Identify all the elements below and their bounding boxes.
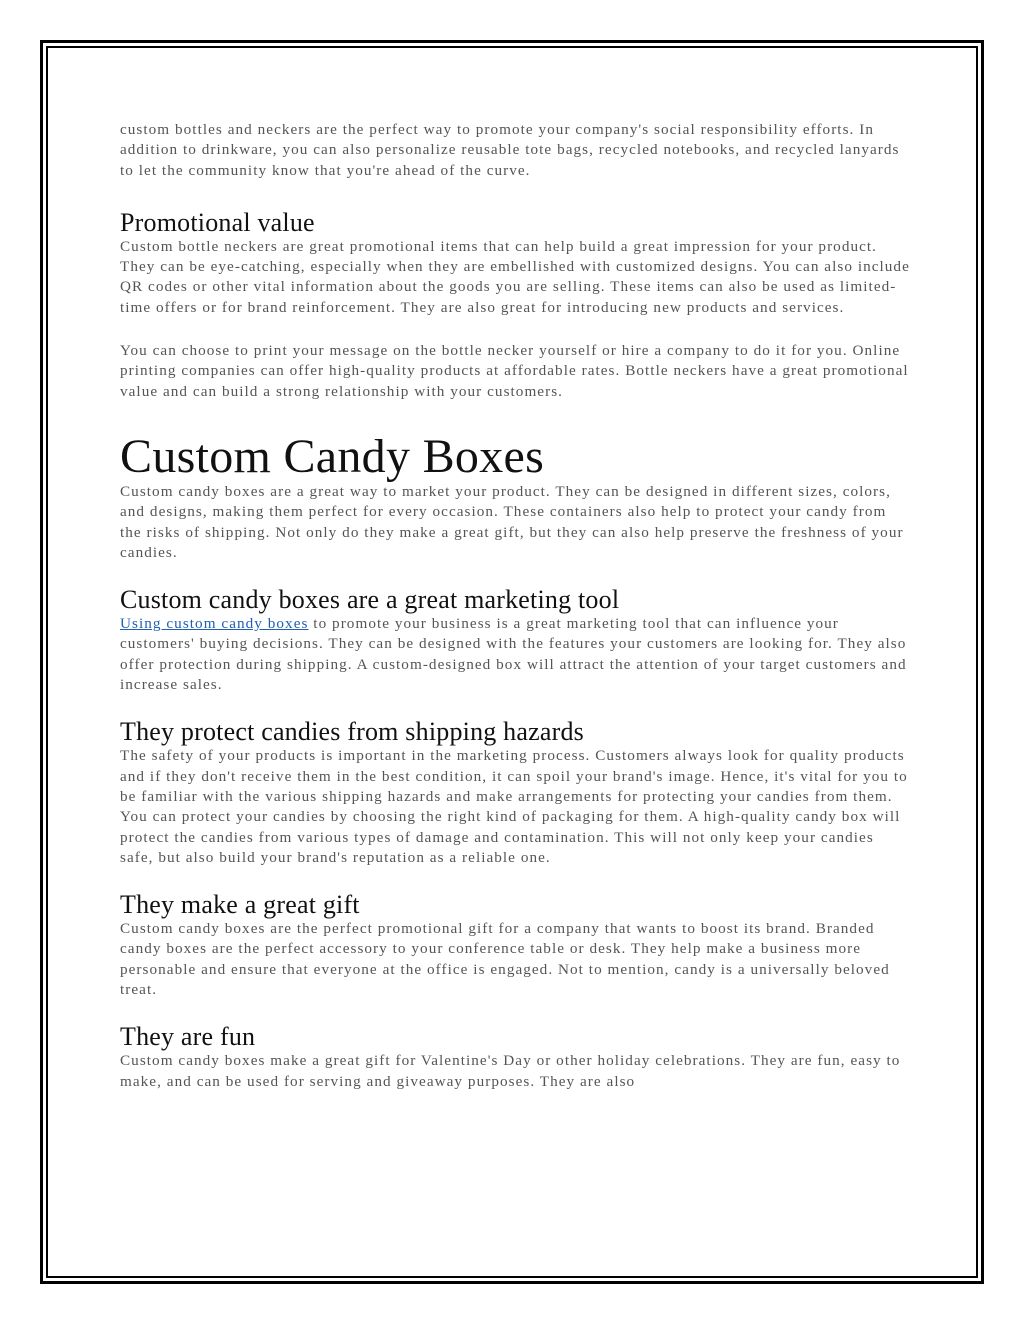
they-are-fun-paragraph: Custom candy boxes make a great gift for Valentine's Day or other holiday celebrations. They are fun, easy to make, and can be used for serving and giveaway purposes. They are also (120, 1052, 901, 1090)
promotional-value-heading: Promotional value (120, 207, 315, 237)
shipping-hazards-paragraph: The safety of your products is important in the marketing process. Customers always look for quality products and if they don't receive them in the best condition, it can spoil your brand's image. Hence, it's vital for you to be familiar with the various shipping hazards and make arrangements for protecting your candies from them. You can protect your candies by choosing the right kind of packaging for them. A high-quality candy box will protect the candies from various types of damage and contamination. This will not only keep your candies safe, but also build your brand's reputation as a reliable one. (120, 747, 908, 866)
marketing-tool-paragraph (120, 614, 910, 695)
custom-candy-boxes-title: Custom Candy Boxes (120, 429, 545, 483)
great-gift-heading: They make a great gift (120, 890, 360, 920)
document-content (120, 120, 910, 1092)
shipping-hazards-heading: They protect candies from shipping hazards (120, 717, 584, 747)
great-gift-paragraph: Custom candy boxes are the perfect promotional gift for a company that wants to boost its brand. Branded candy boxes are the perfect accessory to your conference table or desk. They help make a business more personable and ensure that everyone at the office is engaged. Not to mention, candy is a universally beloved treat. (120, 920, 890, 999)
candy-boxes-intro-paragraph: Custom candy boxes are a great way to market your product. They can be designed in different sizes, colors, and designs, making them perfect for every occasion. These containers also help to protect your candy from the risks of shipping. Not only do they make a great gift, but they can also help preserve the freshness of your candies. (120, 482, 904, 561)
marketing-tool-text: to promote your business is a great marketing tool that can influence your customers' buying decisions. They can be designed with the features your customers are looking for. They also offer protection during shipping. A custom-designed box will attract the attention of your target customers and increase sales. (120, 615, 907, 694)
using-custom-candy-boxes-link[interactable]: Using custom candy boxes (120, 615, 309, 633)
they-are-fun-heading: They are fun (120, 1022, 256, 1052)
promotional-value-paragraph-1: Custom bottle neckers are great promotional items that can help build a great impression for your product. They can be eye-catching, especially when they are embellished with customized designs. You can also include QR codes or other vital information about the goods you are selling. These items can also be used as limited-time offers or for brand reinforcement. They are also great for introducing new products and services. (120, 237, 910, 316)
intro-paragraph: custom bottles and neckers are the perfect way to promote your company's social responsibility efforts. In addition to drinkware, you can also personalize reusable tote bags, recycled notebooks, and recycled lanyards to let the community know that you're ahead of the curve. (120, 121, 900, 179)
promotional-value-paragraph-2: You can choose to print your message on the bottle necker yourself or hire a company to do it for you. Online printing companies can offer high-quality products at affordable rates. Bottle neckers have a great promotional value and can build a strong relationship with your customers. (120, 342, 909, 400)
marketing-tool-heading: Custom candy boxes are a great marketing tool (120, 585, 620, 615)
